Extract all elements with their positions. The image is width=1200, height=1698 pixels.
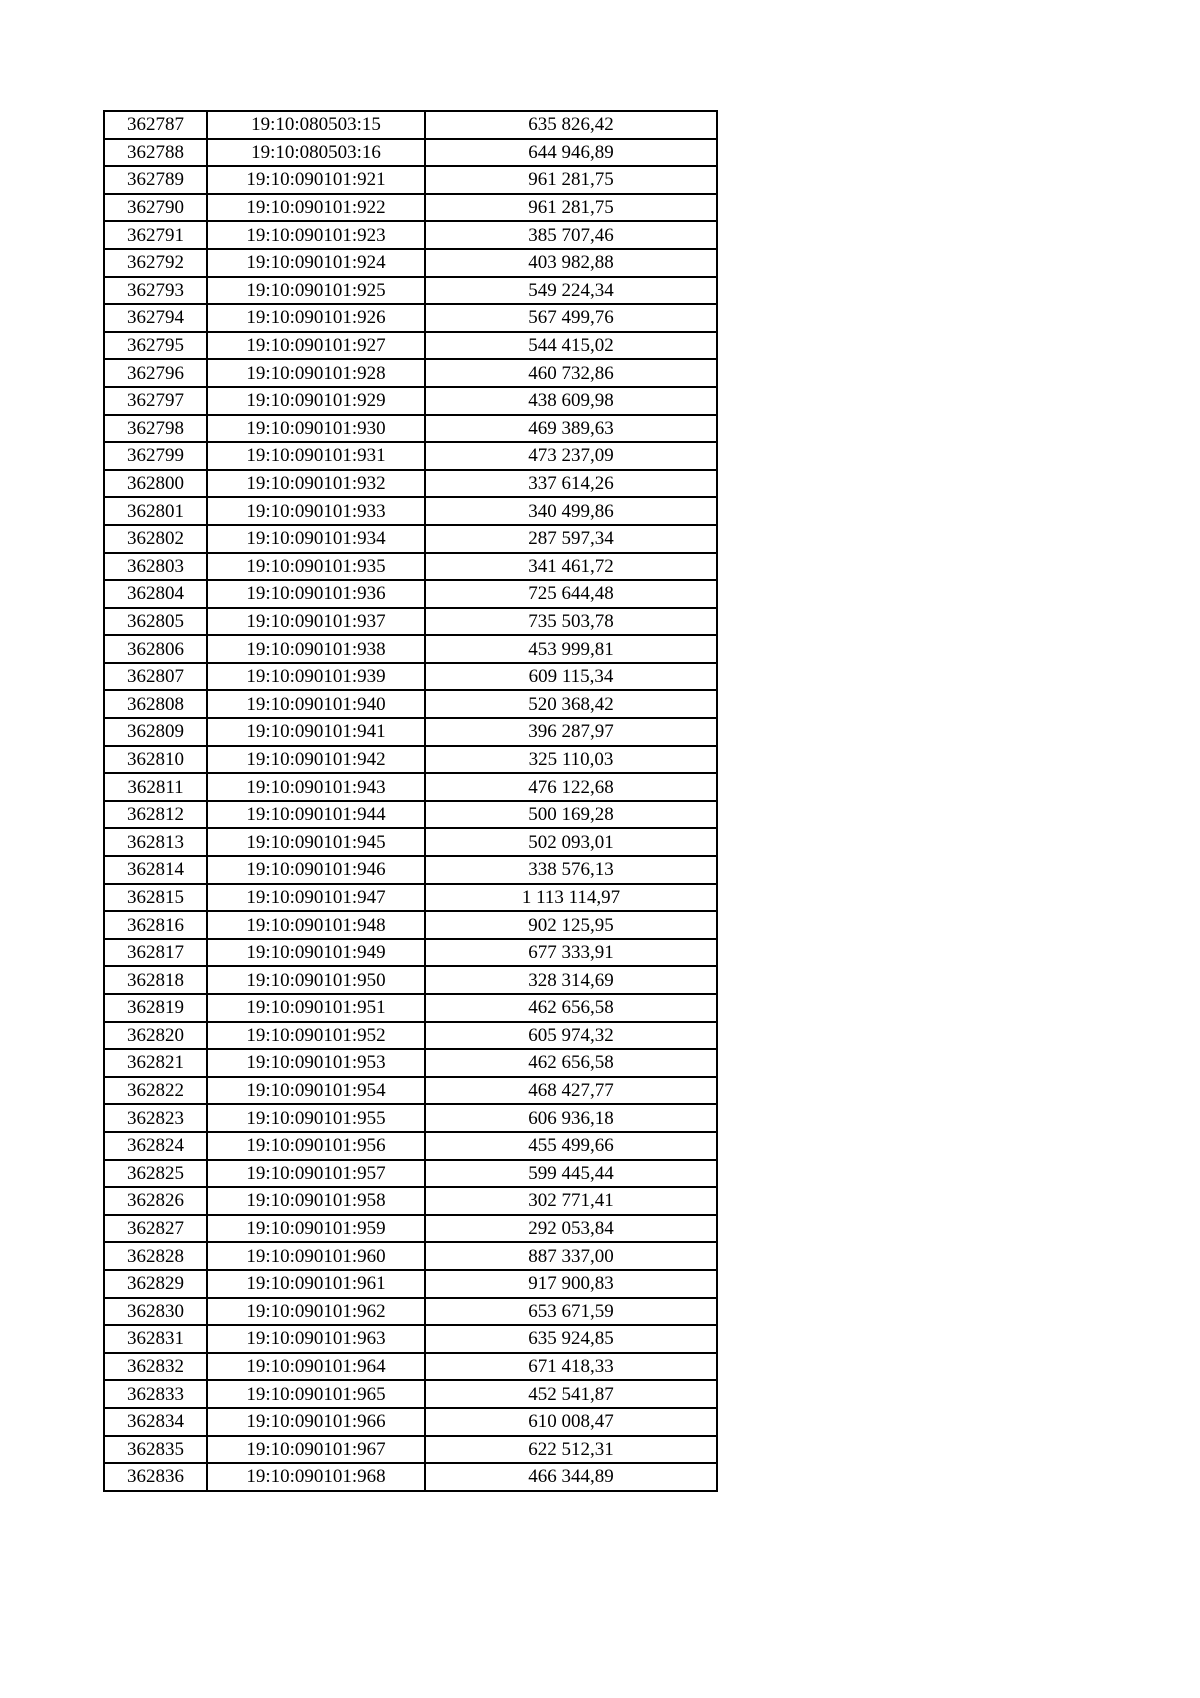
row-number-cell: 362818 — [104, 966, 207, 994]
cadastral-number-cell: 19:10:090101:933 — [207, 497, 425, 525]
cadastral-number-cell: 19:10:090101:960 — [207, 1242, 425, 1270]
value-cell: 338 576,13 — [425, 856, 717, 884]
table-row — [104, 1380, 717, 1408]
table-row — [104, 1160, 717, 1188]
table-row — [104, 580, 717, 608]
cadastral-number-cell: 19:10:090101:931 — [207, 442, 425, 470]
table-row — [104, 304, 717, 332]
value-cell: 462 656,58 — [425, 1049, 717, 1077]
value-cell: 961 281,75 — [425, 166, 717, 194]
row-number-cell: 362828 — [104, 1242, 207, 1270]
value-cell: 385 707,46 — [425, 221, 717, 249]
cadastral-number-cell: 19:10:090101:932 — [207, 470, 425, 498]
row-number-cell: 362794 — [104, 304, 207, 332]
row-number-cell: 362832 — [104, 1353, 207, 1381]
cadastral-number-cell: 19:10:090101:921 — [207, 166, 425, 194]
table-row — [104, 828, 717, 856]
value-cell: 605 974,32 — [425, 1022, 717, 1050]
cadastral-number-cell: 19:10:090101:925 — [207, 277, 425, 305]
cadastral-number-cell: 19:10:090101:957 — [207, 1160, 425, 1188]
value-cell: 462 656,58 — [425, 994, 717, 1022]
table-row — [104, 690, 717, 718]
row-number-cell: 362791 — [104, 221, 207, 249]
cadastral-number-cell: 19:10:090101:966 — [207, 1408, 425, 1436]
data-table — [103, 110, 718, 1492]
cadastral-number-cell: 19:10:090101:944 — [207, 801, 425, 829]
cadastral-number-cell: 19:10:090101:945 — [207, 828, 425, 856]
row-number-cell: 362800 — [104, 470, 207, 498]
value-cell: 606 936,18 — [425, 1104, 717, 1132]
value-cell: 460 732,86 — [425, 359, 717, 387]
row-number-cell: 362805 — [104, 608, 207, 636]
table-row — [104, 994, 717, 1022]
row-number-cell: 362807 — [104, 663, 207, 691]
value-cell: 635 924,85 — [425, 1325, 717, 1353]
row-number-cell: 362789 — [104, 166, 207, 194]
table-row — [104, 884, 717, 912]
cadastral-number-cell: 19:10:090101:926 — [207, 304, 425, 332]
row-number-cell: 362835 — [104, 1436, 207, 1464]
value-cell: 520 368,42 — [425, 690, 717, 718]
table-row — [104, 1187, 717, 1215]
cadastral-number-cell: 19:10:090101:956 — [207, 1132, 425, 1160]
table-row — [104, 608, 717, 636]
table-row — [104, 111, 717, 139]
table-row — [104, 1215, 717, 1243]
row-number-cell: 362811 — [104, 773, 207, 801]
table-row — [104, 415, 717, 443]
value-cell: 468 427,77 — [425, 1077, 717, 1105]
cadastral-number-cell: 19:10:090101:967 — [207, 1436, 425, 1464]
table-row — [104, 387, 717, 415]
table-row — [104, 635, 717, 663]
value-cell: 403 982,88 — [425, 249, 717, 277]
value-cell: 735 503,78 — [425, 608, 717, 636]
row-number-cell: 362824 — [104, 1132, 207, 1160]
row-number-cell: 362793 — [104, 277, 207, 305]
cadastral-number-cell: 19:10:090101:943 — [207, 773, 425, 801]
value-cell: 635 826,42 — [425, 111, 717, 139]
cadastral-number-cell: 19:10:090101:941 — [207, 718, 425, 746]
cadastral-number-cell: 19:10:090101:938 — [207, 635, 425, 663]
row-number-cell: 362826 — [104, 1187, 207, 1215]
row-number-cell: 362806 — [104, 635, 207, 663]
cadastral-number-cell: 19:10:090101:935 — [207, 553, 425, 581]
value-cell: 287 597,34 — [425, 525, 717, 553]
cadastral-number-cell: 19:10:090101:940 — [207, 690, 425, 718]
table-row — [104, 277, 717, 305]
cadastral-number-cell: 19:10:090101:923 — [207, 221, 425, 249]
row-number-cell: 362792 — [104, 249, 207, 277]
value-cell: 725 644,48 — [425, 580, 717, 608]
row-number-cell: 362812 — [104, 801, 207, 829]
cadastral-number-cell: 19:10:090101:930 — [207, 415, 425, 443]
cadastral-number-cell: 19:10:090101:962 — [207, 1298, 425, 1326]
value-cell: 887 337,00 — [425, 1242, 717, 1270]
value-cell: 337 614,26 — [425, 470, 717, 498]
value-cell: 292 053,84 — [425, 1215, 717, 1243]
cadastral-number-cell: 19:10:090101:949 — [207, 939, 425, 967]
value-cell: 325 110,03 — [425, 746, 717, 774]
row-number-cell: 362797 — [104, 387, 207, 415]
table-row — [104, 139, 717, 167]
table-row — [104, 1463, 717, 1491]
table-row — [104, 1353, 717, 1381]
table-row — [104, 1270, 717, 1298]
cadastral-number-cell: 19:10:090101:948 — [207, 911, 425, 939]
row-number-cell: 362819 — [104, 994, 207, 1022]
cadastral-number-cell: 19:10:080503:16 — [207, 139, 425, 167]
table-row — [104, 911, 717, 939]
row-number-cell: 362787 — [104, 111, 207, 139]
value-cell: 469 389,63 — [425, 415, 717, 443]
cadastral-number-cell: 19:10:090101:958 — [207, 1187, 425, 1215]
cadastral-number-cell: 19:10:090101:936 — [207, 580, 425, 608]
table-row — [104, 1436, 717, 1464]
value-cell: 677 333,91 — [425, 939, 717, 967]
value-cell: 502 093,01 — [425, 828, 717, 856]
row-number-cell: 362825 — [104, 1160, 207, 1188]
value-cell: 549 224,34 — [425, 277, 717, 305]
row-number-cell: 362810 — [104, 746, 207, 774]
cadastral-number-cell: 19:10:090101:942 — [207, 746, 425, 774]
cadastral-number-cell: 19:10:090101:922 — [207, 194, 425, 222]
value-cell: 653 671,59 — [425, 1298, 717, 1326]
value-cell: 341 461,72 — [425, 553, 717, 581]
table-row — [104, 194, 717, 222]
cadastral-number-cell: 19:10:090101:959 — [207, 1215, 425, 1243]
cadastral-number-cell: 19:10:090101:952 — [207, 1022, 425, 1050]
row-number-cell: 362795 — [104, 332, 207, 360]
table-row — [104, 442, 717, 470]
value-cell: 302 771,41 — [425, 1187, 717, 1215]
cadastral-number-cell: 19:10:090101:928 — [207, 359, 425, 387]
row-number-cell: 362802 — [104, 525, 207, 553]
table-row — [104, 553, 717, 581]
value-cell: 466 344,89 — [425, 1463, 717, 1491]
table-row — [104, 1049, 717, 1077]
cadastral-number-cell: 19:10:090101:937 — [207, 608, 425, 636]
cadastral-number-cell: 19:10:090101:968 — [207, 1463, 425, 1491]
value-cell: 328 314,69 — [425, 966, 717, 994]
value-cell: 544 415,02 — [425, 332, 717, 360]
table-row — [104, 1298, 717, 1326]
row-number-cell: 362813 — [104, 828, 207, 856]
row-number-cell: 362801 — [104, 497, 207, 525]
row-number-cell: 362803 — [104, 553, 207, 581]
value-cell: 610 008,47 — [425, 1408, 717, 1436]
table-row — [104, 746, 717, 774]
table-row — [104, 1022, 717, 1050]
table-row — [104, 249, 717, 277]
row-number-cell: 362804 — [104, 580, 207, 608]
cadastral-number-cell: 19:10:090101:964 — [207, 1353, 425, 1381]
row-number-cell: 362836 — [104, 1463, 207, 1491]
table-body — [104, 111, 717, 1491]
cadastral-number-cell: 19:10:090101:950 — [207, 966, 425, 994]
table-row — [104, 166, 717, 194]
row-number-cell: 362814 — [104, 856, 207, 884]
value-cell: 340 499,86 — [425, 497, 717, 525]
cadastral-number-cell: 19:10:090101:955 — [207, 1104, 425, 1132]
row-number-cell: 362834 — [104, 1408, 207, 1436]
cadastral-number-cell: 19:10:090101:965 — [207, 1380, 425, 1408]
value-cell: 961 281,75 — [425, 194, 717, 222]
table-row — [104, 332, 717, 360]
table-row — [104, 525, 717, 553]
row-number-cell: 362790 — [104, 194, 207, 222]
value-cell: 599 445,44 — [425, 1160, 717, 1188]
value-cell: 500 169,28 — [425, 801, 717, 829]
table-row — [104, 1408, 717, 1436]
table-row — [104, 856, 717, 884]
cadastral-number-cell: 19:10:090101:946 — [207, 856, 425, 884]
value-cell: 453 999,81 — [425, 635, 717, 663]
row-number-cell: 362809 — [104, 718, 207, 746]
table-row — [104, 1077, 717, 1105]
table-row — [104, 221, 717, 249]
cadastral-number-cell: 19:10:090101:963 — [207, 1325, 425, 1353]
value-cell: 671 418,33 — [425, 1353, 717, 1381]
row-number-cell: 362796 — [104, 359, 207, 387]
row-number-cell: 362788 — [104, 139, 207, 167]
value-cell: 455 499,66 — [425, 1132, 717, 1160]
value-cell: 396 287,97 — [425, 718, 717, 746]
cadastral-number-cell: 19:10:090101:951 — [207, 994, 425, 1022]
cadastral-number-cell: 19:10:080503:15 — [207, 111, 425, 139]
value-cell: 644 946,89 — [425, 139, 717, 167]
cadastral-number-cell: 19:10:090101:927 — [207, 332, 425, 360]
value-cell: 1 113 114,97 — [425, 884, 717, 912]
row-number-cell: 362808 — [104, 690, 207, 718]
table-row — [104, 1242, 717, 1270]
row-number-cell: 362798 — [104, 415, 207, 443]
row-number-cell: 362823 — [104, 1104, 207, 1132]
value-cell: 473 237,09 — [425, 442, 717, 470]
value-cell: 438 609,98 — [425, 387, 717, 415]
row-number-cell: 362815 — [104, 884, 207, 912]
row-number-cell: 362821 — [104, 1049, 207, 1077]
table-row — [104, 966, 717, 994]
row-number-cell: 362799 — [104, 442, 207, 470]
table-row — [104, 497, 717, 525]
row-number-cell: 362833 — [104, 1380, 207, 1408]
row-number-cell: 362822 — [104, 1077, 207, 1105]
value-cell: 902 125,95 — [425, 911, 717, 939]
table-row — [104, 663, 717, 691]
table-row — [104, 1104, 717, 1132]
cadastral-number-cell: 19:10:090101:954 — [207, 1077, 425, 1105]
value-cell: 622 512,31 — [425, 1436, 717, 1464]
row-number-cell: 362827 — [104, 1215, 207, 1243]
value-cell: 452 541,87 — [425, 1380, 717, 1408]
cadastral-number-cell: 19:10:090101:934 — [207, 525, 425, 553]
table-row — [104, 718, 717, 746]
row-number-cell: 362816 — [104, 911, 207, 939]
value-cell: 609 115,34 — [425, 663, 717, 691]
table-row — [104, 773, 717, 801]
value-cell: 567 499,76 — [425, 304, 717, 332]
value-cell: 476 122,68 — [425, 773, 717, 801]
value-cell: 917 900,83 — [425, 1270, 717, 1298]
cadastral-number-cell: 19:10:090101:939 — [207, 663, 425, 691]
table-row — [104, 1132, 717, 1160]
cadastral-number-cell: 19:10:090101:953 — [207, 1049, 425, 1077]
table-row — [104, 1325, 717, 1353]
row-number-cell: 362817 — [104, 939, 207, 967]
row-number-cell: 362820 — [104, 1022, 207, 1050]
cadastral-number-cell: 19:10:090101:947 — [207, 884, 425, 912]
row-number-cell: 362831 — [104, 1325, 207, 1353]
table-row — [104, 470, 717, 498]
cadastral-number-cell: 19:10:090101:961 — [207, 1270, 425, 1298]
table-row — [104, 359, 717, 387]
cadastral-number-cell: 19:10:090101:924 — [207, 249, 425, 277]
row-number-cell: 362830 — [104, 1298, 207, 1326]
cadastral-number-cell: 19:10:090101:929 — [207, 387, 425, 415]
table-row — [104, 801, 717, 829]
table-row — [104, 939, 717, 967]
row-number-cell: 362829 — [104, 1270, 207, 1298]
